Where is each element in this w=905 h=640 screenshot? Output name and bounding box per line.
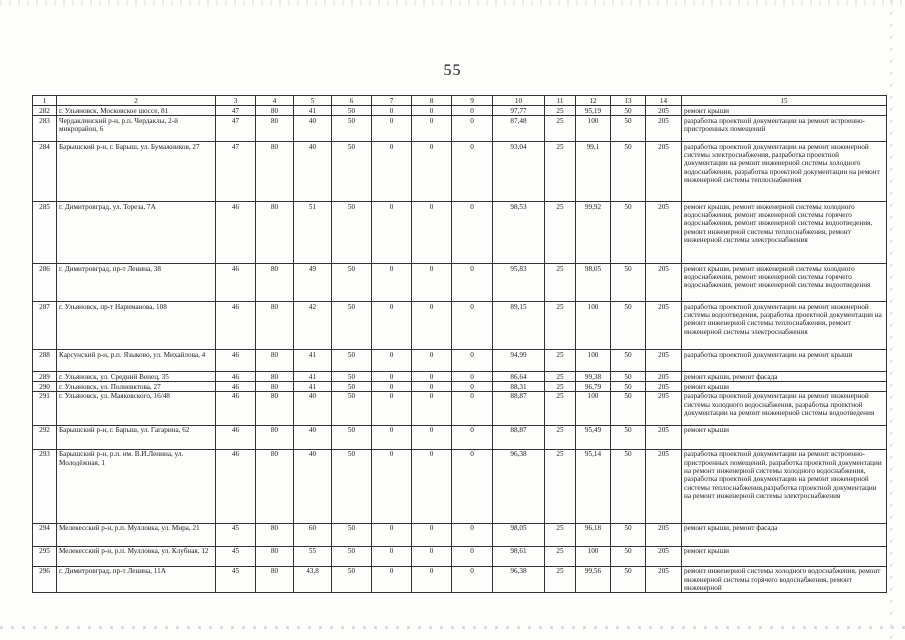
cell-c13: 50 (611, 382, 646, 392)
table-row (33, 302, 887, 350)
cell-c14: 205 (646, 116, 682, 142)
cell-c14: 205 (646, 449, 682, 523)
cell-c10: 95,83 (493, 264, 545, 302)
cell-c14: 205 (646, 425, 682, 449)
cell-c10: 93,04 (493, 142, 545, 202)
cell-c7: 0 (372, 264, 412, 302)
header-cell: 1 (33, 96, 57, 106)
row-number-cell: 288 (33, 350, 57, 372)
row-number-cell: 290 (33, 382, 57, 392)
table-row (33, 566, 887, 593)
cell-c10: 96,38 (493, 566, 545, 593)
cell-c9: 0 (452, 106, 493, 116)
works-cell: разработка проектной документации на ремонт встроенно-пристроенных помещений, разработка проектной документации на ремонт инженерной системы холодного водоснабжения, разработка проектной документации на ремонт инженерной системы теплоснабжения,разработка проектной документации на ремонт инженерной системы электроснабжения (682, 449, 887, 523)
table-row (33, 202, 887, 264)
cell-c14: 205 (646, 264, 682, 302)
cell-c4: 80 (256, 425, 294, 449)
cell-c10: 87,48 (493, 116, 545, 142)
table-row (33, 523, 887, 546)
cell-c6: 50 (332, 302, 372, 350)
cell-c12: 99,1 (576, 142, 611, 202)
cell-c13: 50 (611, 302, 646, 350)
row-number-cell: 282 (33, 106, 57, 116)
cell-c5: 41 (294, 350, 332, 372)
cell-c8: 0 (412, 116, 452, 142)
cell-c5: 51 (294, 202, 332, 264)
cell-c6: 50 (332, 142, 372, 202)
cell-c7: 0 (372, 116, 412, 142)
cell-c12: 99,92 (576, 202, 611, 264)
cell-c12: 99,56 (576, 566, 611, 593)
header-cell: 13 (611, 96, 646, 106)
header-cell: 14 (646, 96, 682, 106)
cell-c7: 0 (372, 546, 412, 566)
cell-c11: 25 (545, 546, 576, 566)
cell-c3: 45 (216, 566, 256, 593)
address-cell: г. Ульяновск, ул. Полиевктова, 27 (57, 382, 216, 392)
cell-c13: 50 (611, 202, 646, 264)
cell-c5: 41 (294, 382, 332, 392)
table-row (33, 382, 887, 392)
cell-c12: 100 (576, 546, 611, 566)
cell-c12: 96,18 (576, 523, 611, 546)
cell-c9: 0 (452, 142, 493, 202)
header-cell: 6 (332, 96, 372, 106)
cell-c11: 25 (545, 523, 576, 546)
cell-c10: 88,87 (493, 391, 545, 425)
header-cell: 9 (452, 96, 493, 106)
cell-c4: 80 (256, 264, 294, 302)
scan-edge-top (0, 0, 905, 6)
cell-c8: 0 (412, 566, 452, 593)
cell-c13: 50 (611, 566, 646, 593)
cell-c6: 50 (332, 566, 372, 593)
cell-c14: 205 (646, 382, 682, 392)
row-number-cell: 284 (33, 142, 57, 202)
cell-c8: 0 (412, 546, 452, 566)
row-number-cell: 293 (33, 449, 57, 523)
row-number-cell: 296 (33, 566, 57, 593)
cell-c4: 80 (256, 106, 294, 116)
cell-c9: 0 (452, 566, 493, 593)
cell-c11: 25 (545, 202, 576, 264)
cell-c3: 46 (216, 350, 256, 372)
row-number-cell: 295 (33, 546, 57, 566)
header-cell: 12 (576, 96, 611, 106)
cell-c4: 80 (256, 523, 294, 546)
cell-c9: 0 (452, 382, 493, 392)
cell-c3: 46 (216, 449, 256, 523)
cell-c13: 50 (611, 264, 646, 302)
cell-c12: 95,49 (576, 425, 611, 449)
scan-edge-right (890, 0, 892, 640)
row-number-cell: 294 (33, 523, 57, 546)
table-row (33, 425, 887, 449)
cell-c5: 40 (294, 116, 332, 142)
cell-c3: 45 (216, 523, 256, 546)
cell-c10: 89,15 (493, 302, 545, 350)
works-cell: разработка проектной документации на ремонт инженерной системы холодного водоснабжения, разработка проектной документации на ремонт инженерной системы водоотведения (682, 391, 887, 425)
table-row (33, 372, 887, 382)
cell-c6: 50 (332, 116, 372, 142)
cell-c6: 50 (332, 523, 372, 546)
row-number-cell: 291 (33, 391, 57, 425)
cell-c3: 47 (216, 106, 256, 116)
cell-c5: 40 (294, 391, 332, 425)
cell-c3: 46 (216, 372, 256, 382)
table-row (33, 449, 887, 523)
cell-c13: 50 (611, 372, 646, 382)
cell-c6: 50 (332, 202, 372, 264)
cell-c10: 86,64 (493, 372, 545, 382)
works-cell: ремонт крыши (682, 382, 887, 392)
cell-c9: 0 (452, 202, 493, 264)
cell-c4: 80 (256, 449, 294, 523)
address-cell: Барышский р-н, г. Барыш, ул. Бумажников, 27 (57, 142, 216, 202)
cell-c7: 0 (372, 202, 412, 264)
cell-c12: 100 (576, 302, 611, 350)
cell-c7: 0 (372, 449, 412, 523)
page-number: 55 (443, 62, 462, 79)
cell-c4: 80 (256, 142, 294, 202)
address-cell: Барышский р-н, г. Барыш, ул. Гагарина, 62 (57, 425, 216, 449)
cell-c7: 0 (372, 350, 412, 372)
cell-c8: 0 (412, 142, 452, 202)
cell-c13: 50 (611, 116, 646, 142)
cell-c12: 96,79 (576, 382, 611, 392)
cell-c7: 0 (372, 382, 412, 392)
cell-c7: 0 (372, 391, 412, 425)
cell-c13: 50 (611, 523, 646, 546)
header-cell: 7 (372, 96, 412, 106)
cell-c3: 46 (216, 302, 256, 350)
cell-c8: 0 (412, 202, 452, 264)
cell-c13: 50 (611, 546, 646, 566)
cell-c5: 43,8 (294, 566, 332, 593)
cell-c9: 0 (452, 116, 493, 142)
table-row (33, 264, 887, 302)
table-row (33, 350, 887, 372)
cell-c13: 50 (611, 391, 646, 425)
cell-c11: 25 (545, 425, 576, 449)
table-row (33, 142, 887, 202)
cell-c13: 50 (611, 142, 646, 202)
works-cell: ремонт крыши (682, 546, 887, 566)
address-cell: Барышский р-н, р.п. им. В.И.Ленина, ул. Молодёжная, 1 (57, 449, 216, 523)
cell-c5: 60 (294, 523, 332, 546)
address-cell: г. Ульяновск, Московское шоссе, 81 (57, 106, 216, 116)
header-cell: 5 (294, 96, 332, 106)
cell-c6: 50 (332, 382, 372, 392)
cell-c5: 40 (294, 425, 332, 449)
cell-c4: 80 (256, 382, 294, 392)
header-cell: 11 (545, 96, 576, 106)
cell-c14: 205 (646, 202, 682, 264)
cell-c7: 0 (372, 302, 412, 350)
cell-c4: 80 (256, 546, 294, 566)
row-number-cell: 289 (33, 372, 57, 382)
cell-c4: 80 (256, 302, 294, 350)
cell-c7: 0 (372, 523, 412, 546)
header-row (33, 96, 887, 106)
header-cell: 3 (216, 96, 256, 106)
cell-c5: 41 (294, 372, 332, 382)
works-cell: ремонт крыши, ремонт инженерной системы холодного водоснабжения, ремонт инженерной системы горячего водоснабжения, ремонт инженерной системы водоотведения (682, 264, 887, 302)
cell-c13: 50 (611, 425, 646, 449)
cell-c11: 25 (545, 264, 576, 302)
address-cell: Мелекесский р-н, р.п. Мулловка, ул. Мира, 21 (57, 523, 216, 546)
cell-c8: 0 (412, 302, 452, 350)
cell-c8: 0 (412, 382, 452, 392)
cell-c3: 46 (216, 382, 256, 392)
buildings-table (32, 95, 887, 593)
cell-c9: 0 (452, 523, 493, 546)
cell-c14: 205 (646, 142, 682, 202)
row-number-cell: 285 (33, 202, 57, 264)
cell-c11: 25 (545, 350, 576, 372)
cell-c3: 46 (216, 264, 256, 302)
table-row (33, 546, 887, 566)
cell-c13: 50 (611, 350, 646, 372)
cell-c11: 25 (545, 449, 576, 523)
cell-c8: 0 (412, 106, 452, 116)
cell-c6: 50 (332, 449, 372, 523)
cell-c9: 0 (452, 391, 493, 425)
cell-c3: 46 (216, 391, 256, 425)
cell-c9: 0 (452, 449, 493, 523)
cell-c5: 42 (294, 302, 332, 350)
cell-c8: 0 (412, 350, 452, 372)
scan-edge-bottom (0, 626, 905, 629)
works-cell: разработка проектной документации на ремонт инженерной системы электроснабжения, разработка проектной документации на ремонт инженерной системы холодного водоснабжения, разработка проектной документации на ремонт инженерной системы теплоснабжения (682, 142, 887, 202)
cell-c6: 50 (332, 546, 372, 566)
cell-c11: 25 (545, 106, 576, 116)
cell-c11: 25 (545, 566, 576, 593)
works-cell: ремонт крыши, ремонт фасада (682, 523, 887, 546)
cell-c14: 205 (646, 372, 682, 382)
works-cell: ремонт инженерной системы холодного водоснабжения, ремонт инженерной системы горячего водоснабжения, ремонт инженерной (682, 566, 887, 593)
cell-c5: 40 (294, 142, 332, 202)
header-cell: 15 (682, 96, 887, 106)
table-row (33, 116, 887, 142)
cell-c12: 95,14 (576, 449, 611, 523)
cell-c4: 80 (256, 391, 294, 425)
cell-c11: 25 (545, 302, 576, 350)
works-cell: ремонт крыши, ремонт фасада (682, 372, 887, 382)
cell-c14: 205 (646, 391, 682, 425)
cell-c8: 0 (412, 449, 452, 523)
cell-c6: 50 (332, 372, 372, 382)
cell-c14: 205 (646, 546, 682, 566)
works-cell: ремонт крыши (682, 425, 887, 449)
works-cell: разработка проектной документации на ремонт инженерной системы водоотведения, разработка проектной документации на ремонт инженерной системы теплоснабжения, ремонт инженерной системы электроснабжения (682, 302, 887, 350)
cell-c12: 100 (576, 350, 611, 372)
cell-c10: 98,53 (493, 202, 545, 264)
header-cell: 4 (256, 96, 294, 106)
cell-c7: 0 (372, 106, 412, 116)
cell-c6: 50 (332, 264, 372, 302)
cell-c12: 99,38 (576, 372, 611, 382)
cell-c9: 0 (452, 425, 493, 449)
cell-c10: 96,38 (493, 449, 545, 523)
cell-c4: 80 (256, 566, 294, 593)
cell-c5: 55 (294, 546, 332, 566)
cell-c3: 47 (216, 142, 256, 202)
cell-c10: 97,77 (493, 106, 545, 116)
row-number-cell: 283 (33, 116, 57, 142)
cell-c11: 25 (545, 372, 576, 382)
table-row (33, 106, 887, 116)
cell-c10: 98,05 (493, 523, 545, 546)
cell-c4: 80 (256, 372, 294, 382)
address-cell: г. Ульяновск, ул. Средний Венец, 35 (57, 372, 216, 382)
address-cell: Чердаклинский р-н, р.п. Чердаклы, 2-й микрорайон, 6 (57, 116, 216, 142)
cell-c9: 0 (452, 302, 493, 350)
address-cell: Мелекесский р-н, р.п. Мулловка, ул. Клубная, 12 (57, 546, 216, 566)
cell-c11: 25 (545, 391, 576, 425)
cell-c3: 45 (216, 546, 256, 566)
cell-c10: 88,87 (493, 425, 545, 449)
cell-c9: 0 (452, 264, 493, 302)
cell-c8: 0 (412, 264, 452, 302)
cell-c6: 50 (332, 425, 372, 449)
cell-c10: 94,99 (493, 350, 545, 372)
cell-c9: 0 (452, 350, 493, 372)
works-cell: разработка проектной документации на ремонт крыши (682, 350, 887, 372)
cell-c10: 98,61 (493, 546, 545, 566)
address-cell: г. Димитровград, пр-т Ленина, 11А (57, 566, 216, 593)
header-cell: 10 (493, 96, 545, 106)
header-cell: 8 (412, 96, 452, 106)
cell-c9: 0 (452, 546, 493, 566)
cell-c5: 40 (294, 449, 332, 523)
cell-c3: 47 (216, 116, 256, 142)
address-cell: г. Димитровград, ул. Тореза, 7А (57, 202, 216, 264)
cell-c7: 0 (372, 372, 412, 382)
cell-c8: 0 (412, 425, 452, 449)
cell-c8: 0 (412, 372, 452, 382)
cell-c6: 50 (332, 106, 372, 116)
cell-c11: 25 (545, 142, 576, 202)
cell-c4: 80 (256, 116, 294, 142)
cell-c5: 49 (294, 264, 332, 302)
cell-c8: 0 (412, 391, 452, 425)
cell-c4: 80 (256, 202, 294, 264)
works-cell: ремонт крыши, ремонт инженерной системы холодного водоснабжения, ремонт инженерной системы горячего водоснабжения, ремонт инженерной системы водоотведения, ремонт инженерной системы теплоснабжения, ремонт инженерной системы электроснабжения (682, 202, 887, 264)
cell-c12: 98,05 (576, 264, 611, 302)
row-number-cell: 292 (33, 425, 57, 449)
works-cell: ремонт крыши (682, 106, 887, 116)
cell-c11: 25 (545, 116, 576, 142)
cell-c8: 0 (412, 523, 452, 546)
cell-c4: 80 (256, 350, 294, 372)
cell-c6: 50 (332, 350, 372, 372)
cell-c6: 50 (332, 391, 372, 425)
cell-c5: 41 (294, 106, 332, 116)
address-cell: г. Ульяновск, пр-т Нариманова, 108 (57, 302, 216, 350)
address-cell: г. Димитровград, пр-т Ленина, 38 (57, 264, 216, 302)
address-cell: г. Ульяновск, ул. Маяковского, 16/48 (57, 391, 216, 425)
cell-c10: 88,31 (493, 382, 545, 392)
cell-c14: 205 (646, 106, 682, 116)
cell-c13: 50 (611, 449, 646, 523)
cell-c3: 46 (216, 202, 256, 264)
table-row (33, 391, 887, 425)
cell-c7: 0 (372, 142, 412, 202)
cell-c9: 0 (452, 372, 493, 382)
cell-c14: 205 (646, 350, 682, 372)
cell-c3: 46 (216, 425, 256, 449)
cell-c13: 50 (611, 106, 646, 116)
table-body (33, 96, 887, 593)
cell-c14: 205 (646, 566, 682, 593)
cell-c12: 100 (576, 116, 611, 142)
row-number-cell: 286 (33, 264, 57, 302)
row-number-cell: 287 (33, 302, 57, 350)
cell-c11: 25 (545, 382, 576, 392)
cell-c12: 100 (576, 391, 611, 425)
works-cell: разработка проектной документации на ремонт встроенно-пристроенных помещений (682, 116, 887, 142)
cell-c14: 205 (646, 302, 682, 350)
cell-c7: 0 (372, 425, 412, 449)
header-cell: 2 (57, 96, 216, 106)
address-cell: Карсунский р-н, р.п. Языково, ул. Михайлова, 4 (57, 350, 216, 372)
cell-c14: 205 (646, 523, 682, 546)
cell-c12: 95,19 (576, 106, 611, 116)
cell-c7: 0 (372, 566, 412, 593)
